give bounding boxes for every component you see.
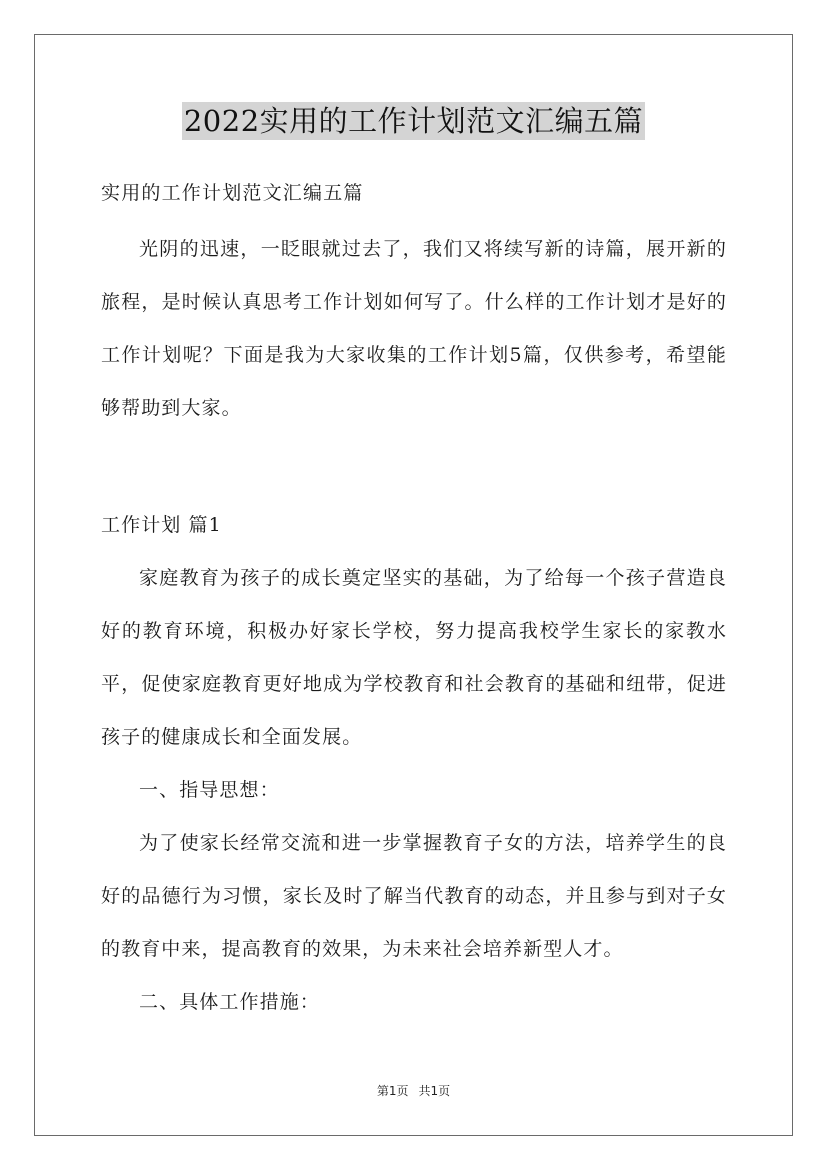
subsection-paragraph: 为了使家长经常交流和进一步掌握教育子女的方法，培养学生的良好的品德行为习惯，家长及时了解当代教育的动态，并且参与到对子女的教育中来，提高教育的效果，为未来社会培养新型人才。 (101, 832, 727, 960)
document-subtitle: 实用的工作计划范文汇编五篇 (101, 182, 364, 204)
subsection-heading-guiding-thought: 一、指导思想： (139, 779, 280, 801)
section-paragraph: 家庭教育为孩子的成长奠定坚实的基础，为了给每一个孩子营造良好的教育环境，积极办好家长学校，努力提高我校学生家长的家教水平，促使家庭教育更好地成为学校教育和社会教育的基础和纽带，促进孩子的健康成长和全面发展。 (101, 567, 727, 748)
intro-paragraph: 光阴的迅速，一眨眼就过去了，我们又将续写新的诗篇，展开新的旅程，是时候认真思考工作计划如何写了。什么样的工作计划才是好的工作计划呢？下面是我为大家收集的工作计划5篇，仅供参考，希望能够帮助到大家。 (101, 238, 727, 419)
section-heading: 工作计划 篇1 (101, 514, 222, 536)
document-body (101, 173, 727, 1029)
document-title: 2022实用的工作计划范文汇编五篇 (183, 104, 644, 138)
subsection-heading-measures: 二、具体工作措施： (139, 991, 320, 1013)
title-container (0, 102, 827, 140)
page-footer (0, 1082, 827, 1099)
page-number-current: 第1页 (376, 1084, 409, 1098)
page-number-total: 共1页 (418, 1084, 451, 1098)
